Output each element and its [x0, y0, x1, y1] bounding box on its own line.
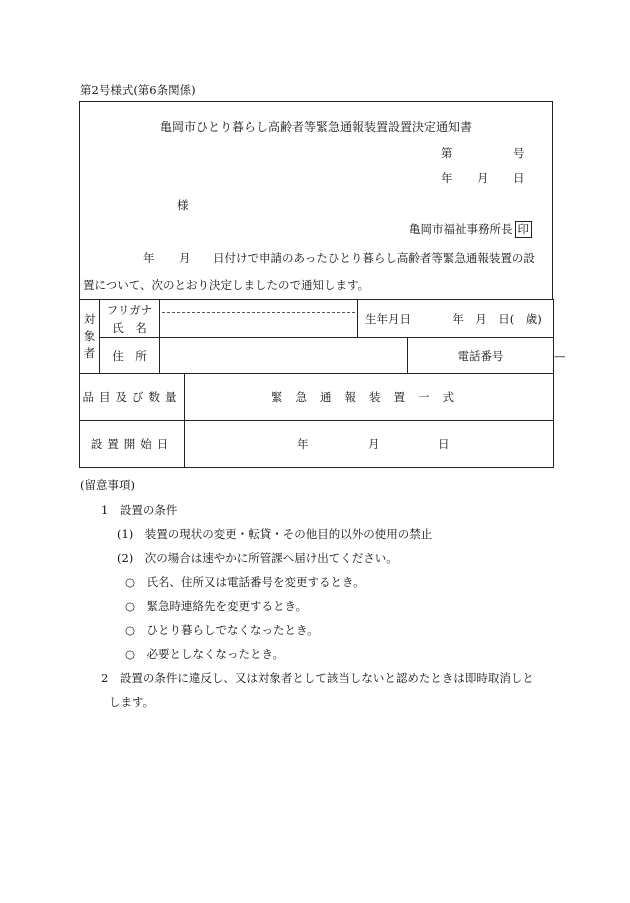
date-day: 日 [513, 171, 525, 185]
furigana-divider [162, 312, 355, 313]
start-date-label: 設置開始日 [80, 421, 185, 468]
phone-label: 電話番号 [408, 338, 554, 374]
seal-stamp: 印 [515, 221, 533, 238]
addressee-suffix: 様 [177, 198, 189, 212]
date-year: 年 [441, 171, 453, 185]
start-month: 月 [368, 437, 380, 451]
note-1: 1 設置の条件 [101, 503, 178, 517]
start-day: 日 [438, 437, 450, 451]
list-item: ○ ひとり暮らしでなくなったとき。 [125, 623, 319, 637]
issuer-name: 亀岡市福祉事務所長 [409, 222, 513, 236]
number-suffix: 号 [513, 146, 525, 160]
form-number-label: 第2号様式(第6条関係) [80, 83, 196, 97]
note-2-line2: します。 [109, 695, 155, 709]
target-person-label: 対象者 [80, 300, 100, 374]
birthdate-cell[interactable] [358, 300, 554, 338]
birthdate-fields: 年 月 日( 歳) [452, 311, 542, 326]
note-1-2: (2) 次の場合は速やかに所管課へ届け出てください。 [117, 551, 398, 565]
body-text-line1: 日付けで申請のあったひとり暮らし高齢者等緊急通報装置の設 [213, 251, 535, 265]
item-quantity-label: 品目及び数量 [80, 374, 185, 421]
body-text-line2: 置について、次のとおり決定しましたので通知します。 [83, 278, 370, 292]
body-month: 月 [179, 251, 191, 265]
birthdate-label: 生年月日 [365, 311, 411, 326]
list-item: ○ 氏名、住所又は電話番号を変更するとき。 [125, 575, 365, 589]
body-year: 年 [143, 251, 155, 265]
start-date-field[interactable] [185, 421, 554, 468]
document-title: 亀岡市ひとり暮らし高齢者等緊急通報装置設置決定通知書 [159, 120, 472, 134]
address-label: 住 所 [100, 338, 160, 374]
number-prefix: 第 [441, 146, 453, 160]
details-table: 対象者 フリガナ 氏 名 生年月日 年 月 日( 歳) 住 所 電話番号 — 品目及び数量 緊急通報装置一式 設置開始日 年 月 日 [79, 299, 554, 468]
date-month: 月 [477, 171, 489, 185]
item-quantity-value: 緊急通報装置一式 [185, 374, 554, 421]
issuer-line [409, 221, 532, 238]
name-label: 氏 名 [112, 320, 147, 335]
list-item: ○ 必要としなくなったとき。 [125, 647, 285, 661]
name-field[interactable] [160, 300, 358, 338]
note-2-line1: 2 設置の条件に違反し、又は対象者として該当しないと認めたときは即時取消しと [101, 671, 534, 685]
furigana-label: フリガナ [106, 302, 153, 317]
note-1-1: (1) 装置の現状の変更・転貸・その他目的以外の使用の禁止 [117, 527, 433, 541]
address-field[interactable] [160, 338, 408, 374]
start-year: 年 [297, 437, 309, 451]
name-label-cell [100, 300, 160, 338]
list-item: ○ 緊急時連絡先を変更するとき。 [125, 599, 308, 613]
notes-heading: (留意事項) [80, 478, 135, 492]
